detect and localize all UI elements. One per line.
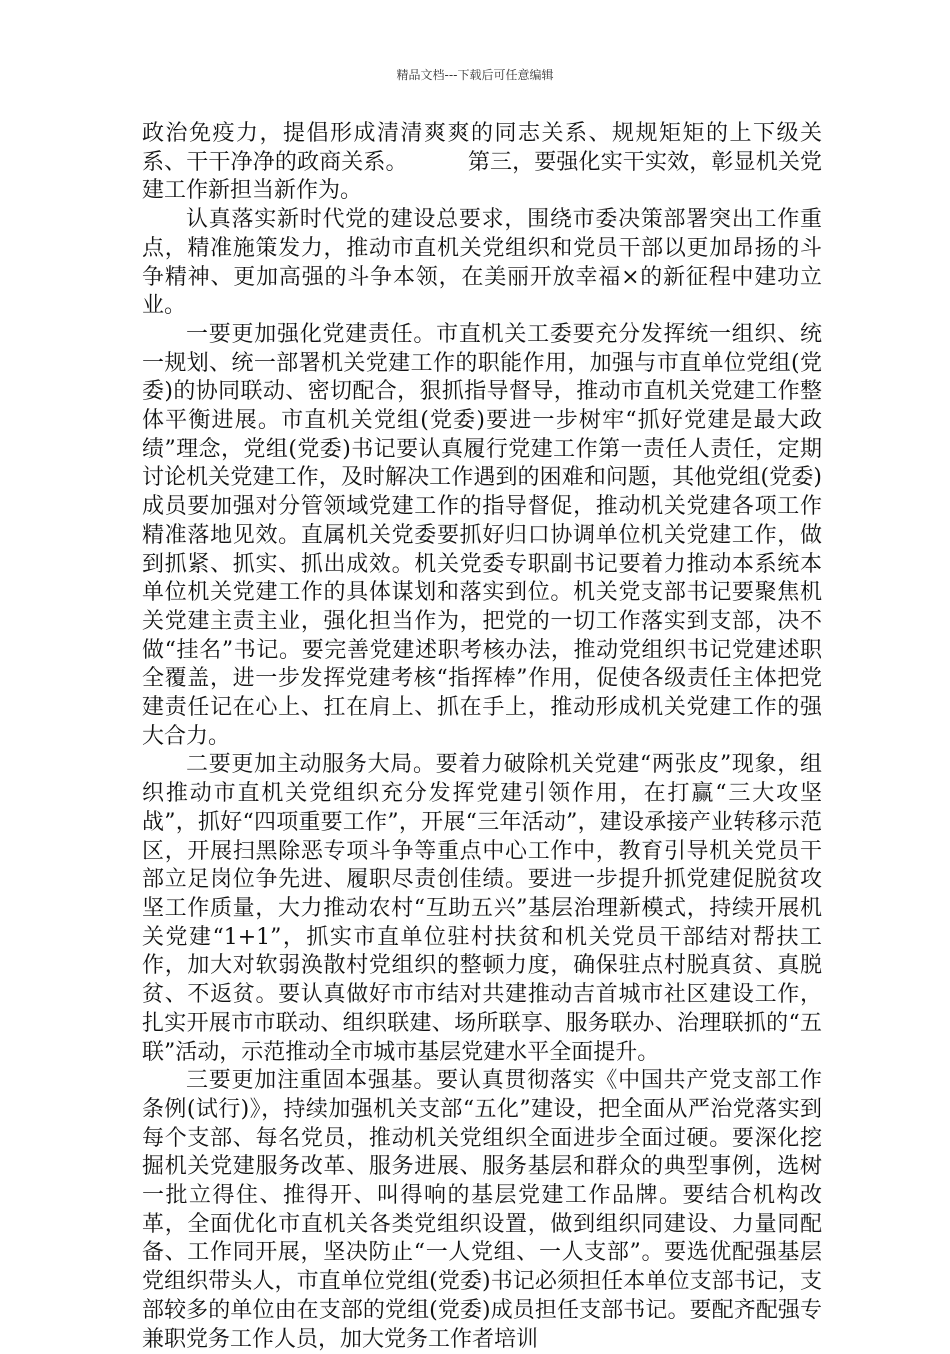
paragraph-5: 三要更加注重固本强基。要认真贯彻落实《中国共产党支部工作条例(试行)》，持续加强机关支部“五化”建设，把全面从严治党落实到每个支部、每名党员，推动机关党组织全面进步全面过硬。要深化挖掘机关党建服务改革、服务进展、服务基层和群众的典型事例，选树一批立得住、推得开、叫得响的基层党建工作品牌。要结合机构改革，全面优化市直机关各类党组织设置，做到组织同建设、力量同配备、工作同开展，坚决防止“一人党组、一人支部”。要选优配强基层党组织带头人，市直单位党组(党委)书记必须担任本单位支部书记，支部较多的单位由在支部的党组(党委)成员担任支部书记。要配齐配强专兼职党务工作人员，加大党务工作者培训 <box>142 1068 822 1352</box>
paragraph-2: 认真落实新时代党的建设总要求，围绕市委决策部署突出工作重点，精准施策发力，推动市直机关党组织和党员干部以更加昂扬的斗争精神、更加高强的斗争本领，在美丽开放幸福×的新征程中建功立业。 <box>142 207 822 319</box>
document-body <box>142 120 822 1354</box>
section-heading-3: 第三，要强化实干实效，彰显机关党建工作新担当新作为。 <box>142 149 822 204</box>
page-header: 精品文档---下载后可任意编辑 <box>396 68 554 82</box>
paragraph-1-text: 政治免疫力，提倡形成清清爽爽的同志关系、规规矩矩的上下级关系、干干净净的政商关系。 <box>142 121 822 175</box>
paragraph-4: 二要更加主动服务大局。要着力破除机关党建“两张皮”现象，组织推动市直机关党组织充分发挥党建引领作用，在打赢“三大攻坚战”，抓好“四项重要工作”，开展“三年活动”，建设承接产业转移示范区，开展扫黑除恶专项斗争等重点中心工作中，教育引导机关党员干部立足岗位争先进、履职尽责创佳绩。要进一步提升抓党建促脱贫攻坚工作质量，大力推动农村“互助五兴”基层治理新模式，持续开展机关党建“1+1”，抓实市直单位驻村扶贫和机关党员干部结对帮扶工作，加大对软弱涣散村党组织的整顿力度，确保驻点村脱真贫、真脱贫、不返贫。要认真做好市市结对共建推动吉首城市社区建设工作，扎实开展市市联动、组织联建、场所联享、服务联办、治理联抓的“五联”活动，示范推动全市城市基层党建水平全面提升。 <box>142 752 822 1065</box>
paragraph-3: 一要更加强化党建责任。市直机关工委要充分发挥统一组织、统一规划、统一部署机关党建工作的职能作用，加强与市直单位党组(党委)的协同联动、密切配合，狠抓指导督导，推动市直机关党建工作整体平衡进展。市直机关党组(党委)要进一步树牢“抓好党建是最大政绩”理念，党组(党委)书记要认真履行党建工作第一责任人责任，定期讨论机关党建工作，及时解决工作遇到的困难和问题，其他党组(党委)成员要加强对分管领域党建工作的指导督促，推动机关党建各项工作精准落地见效。直属机关党委要抓好归口协调单位机关党建工作，做到抓紧、抓实、抓出成效。机关党委专职副书记要着力推动本系统本单位机关党建工作的具体谋划和落实到位。机关党支部书记要聚焦机关党建主责主业，强化担当作为，把党的一切工作落实到支部，决不做“挂名”书记。要完善党建述职考核办法，推动党组织书记党建述职全覆盖，进一步发挥党建考核“指挥棒”作用，促使各级责任主体把党建责任记在心上、扛在肩上、抓在手上，推动形成机关党建工作的强大合力。 <box>142 321 822 749</box>
paragraph-1 <box>142 120 822 206</box>
